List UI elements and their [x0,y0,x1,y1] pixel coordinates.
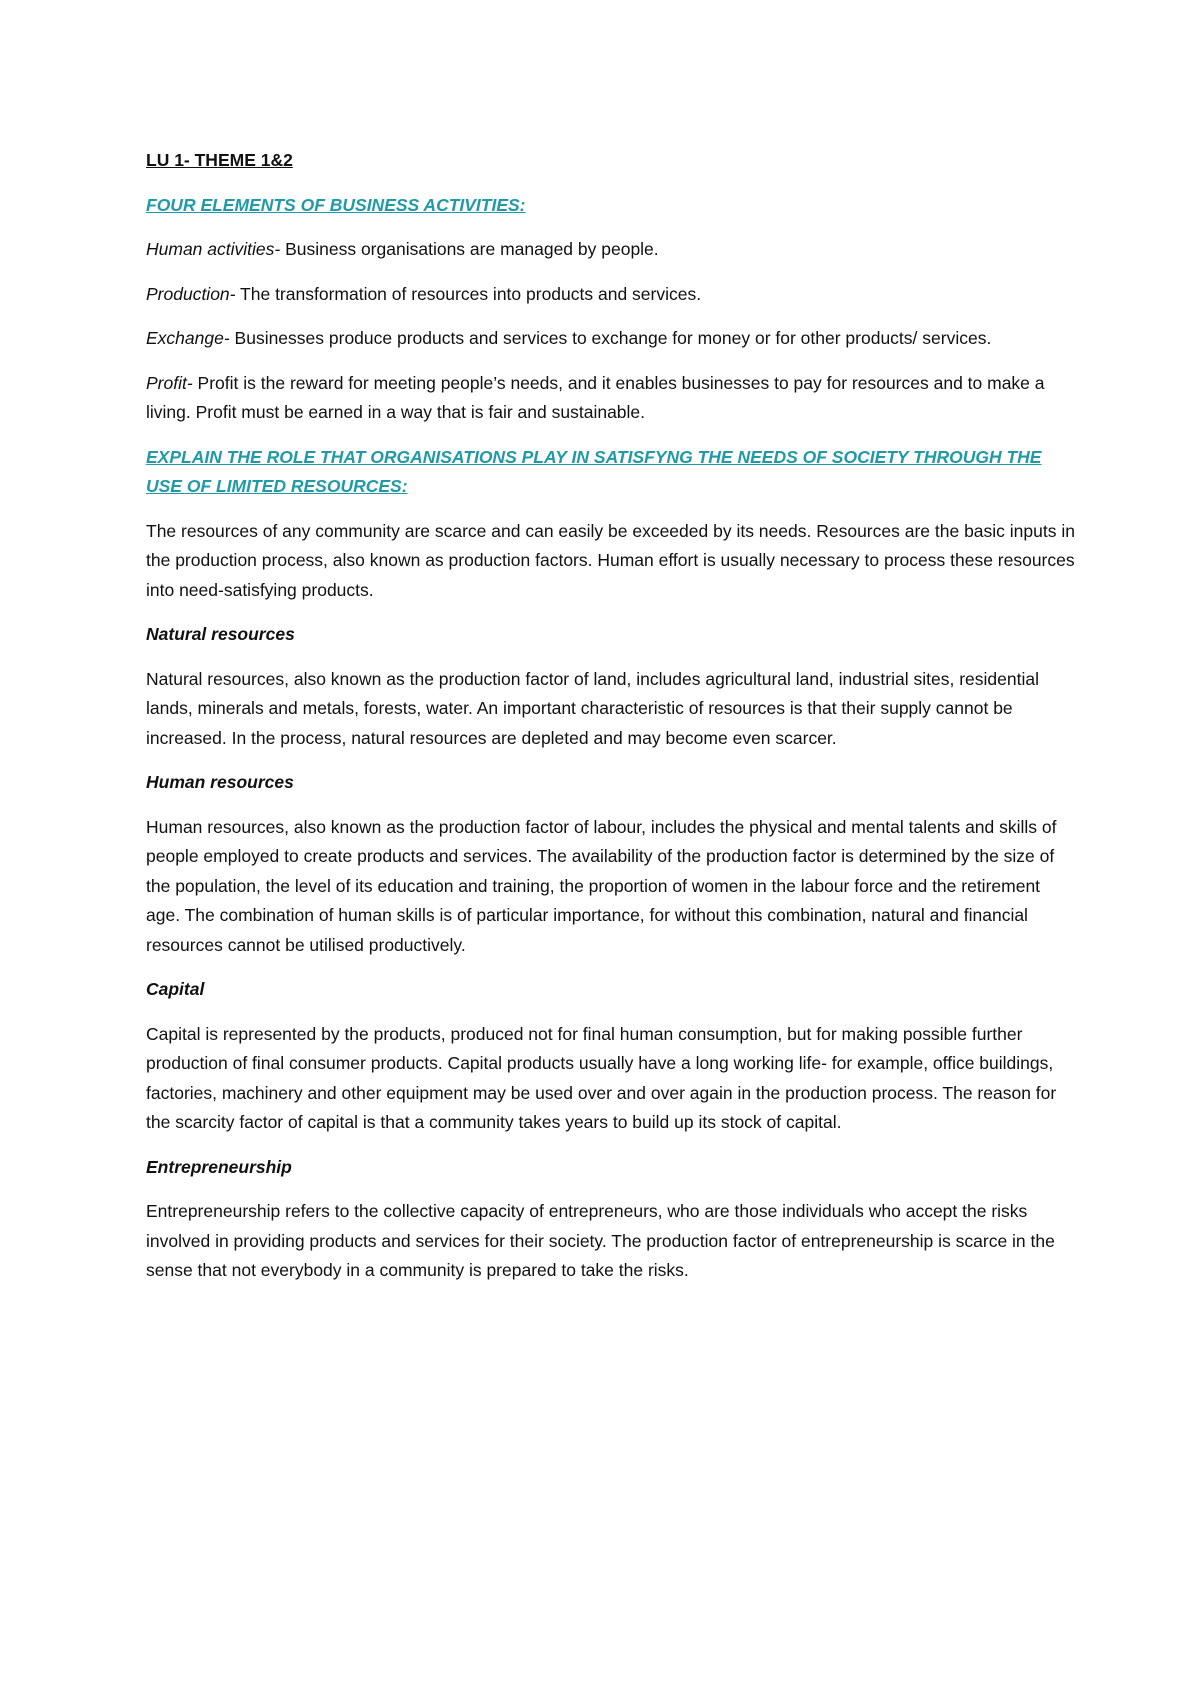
human-resources-paragraph: Human resources, also known as the production factor of labour, includes the physical and mental talents and skills of people employed to create products and services. The availability of the production factor is determined by the size of the population, the level of its education and training, the proportion of women in the labour force and the retirement age. The combination of human skills is of particular importance, for without this combination, natural and financial resources cannot be utilised productively. [146,816,1057,955]
resources-intro-paragraph: The resources of any community are scarce and can easily be exceeded by its needs. Resources are the basic inputs in the production process, also known as production factors. Human effort is usually necessary to process these resources into need-satisfying products. [146,520,1075,600]
element-profit [146,369,1076,428]
element-human-activities [146,235,1076,265]
section-heading-text: EXPLAIN THE ROLE THAT ORGANISATIONS PLAY IN SATISFYNG THE NEEDS OF SOCIETY THROUGH THE USE OF LIMITED RESOURCES: [146,446,1042,496]
element-description: Business organisations are managed by people. [280,239,659,259]
entrepreneurship-paragraph: Entrepreneurship refers to the collective capacity of entrepreneurs, who are those individuals who accept the risks involved in providing products and services for their society. The production factor of entrepreneurship is scarce in the sense that not everybody in a community is prepared to take the risks. [146,1201,1055,1280]
subheading-capital: Capital [146,979,205,999]
element-description: The transformation of resources into products and services. [235,283,702,304]
element-description: Profit is the reward for meeting people’s needs, and it enables businesses to pay for resources and to make a living. Profit must be earned in a way that is fair and sustainable. [146,372,1045,422]
element-description: Businesses produce products and services to exchange for money or for other products/ services. [229,328,992,348]
natural-resources-paragraph: Natural resources, also known as the production factor of land, includes agricultural land, industrial sites, residential lands, minerals and metals, forests, water. An important characteristic of resources is that their supply cannot be increased. In the process, natural resources are depleted and may become even scarcer. [146,668,1039,748]
document-title: LU 1- THEME 1&2 [146,150,293,170]
element-production [146,280,1076,310]
subheading-human-resources: Human resources [146,772,294,792]
subheading-natural-resources: Natural resources [146,624,295,644]
document-page [146,146,1076,1301]
element-term: Profit- [146,372,193,393]
capital-paragraph: Capital is represented by the products, produced not for final human consumption, but for making possible further production of final consumer products. Capital products usually have a long working life- for example, office buildings, factories, machinery and other equipment may be used over and over again in the production process. The reason for the scarcity factor of capital is that a community takes years to build up its stock of capital. [146,1023,1057,1132]
section-heading-organisations-role [146,443,1076,502]
element-term: Human activities- [146,239,281,259]
section-heading-text: FOUR ELEMENTS OF BUSINESS ACTIVITIES: [146,194,526,215]
section-heading-business-elements [146,191,1076,221]
element-term: Exchange- [146,328,230,348]
subheading-entrepreneurship: Entrepreneurship [146,1156,292,1177]
element-exchange [146,324,1076,354]
element-term: Production- [146,283,236,304]
